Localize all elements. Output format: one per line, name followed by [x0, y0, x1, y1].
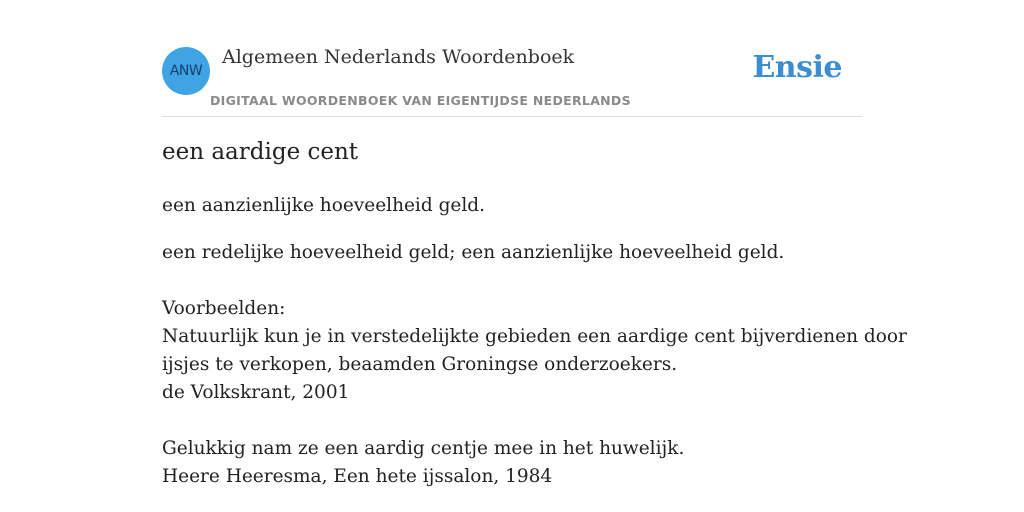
- definition-1: een aanzienlijke hoeveelheid geld.: [162, 195, 486, 216]
- page-header: [162, 0, 862, 117]
- example-1-line-1: Natuurlijk kun je in verstedelijkte gebieden een aardige cent bijverdienen door: [162, 326, 907, 347]
- dictionary-title[interactable]: Algemeen Nederlands Woordenboek: [222, 46, 575, 68]
- example-1-line-2: ijsjes te verkopen, beaamden Groningse onderzoekers.: [162, 354, 678, 375]
- dictionary-page: [162, 0, 907, 512]
- entry-term: een aardige cent: [162, 139, 359, 165]
- example-1-source: de Volkskrant, 2001: [162, 382, 350, 403]
- definition-2: een redelijke hoeveelheid geld; een aanzienlijke hoeveelheid geld.: [162, 242, 785, 263]
- example-2-source: Heere Heeresma, Een hete ijssalon, 1984: [162, 466, 553, 487]
- example-2-line-1: Gelukkig nam ze een aardig centje mee in het huwelijk.: [162, 438, 685, 459]
- anw-logo[interactable]: [162, 47, 210, 95]
- ensie-brand-link[interactable]: Ensie: [752, 50, 842, 85]
- examples-label: Voorbeelden:: [162, 298, 286, 319]
- dictionary-subtitle: DIGITAAL WOORDENBOEK VAN EIGENTIJDSE NEDERLANDS: [210, 93, 631, 108]
- logo-text: ANW: [169, 63, 203, 79]
